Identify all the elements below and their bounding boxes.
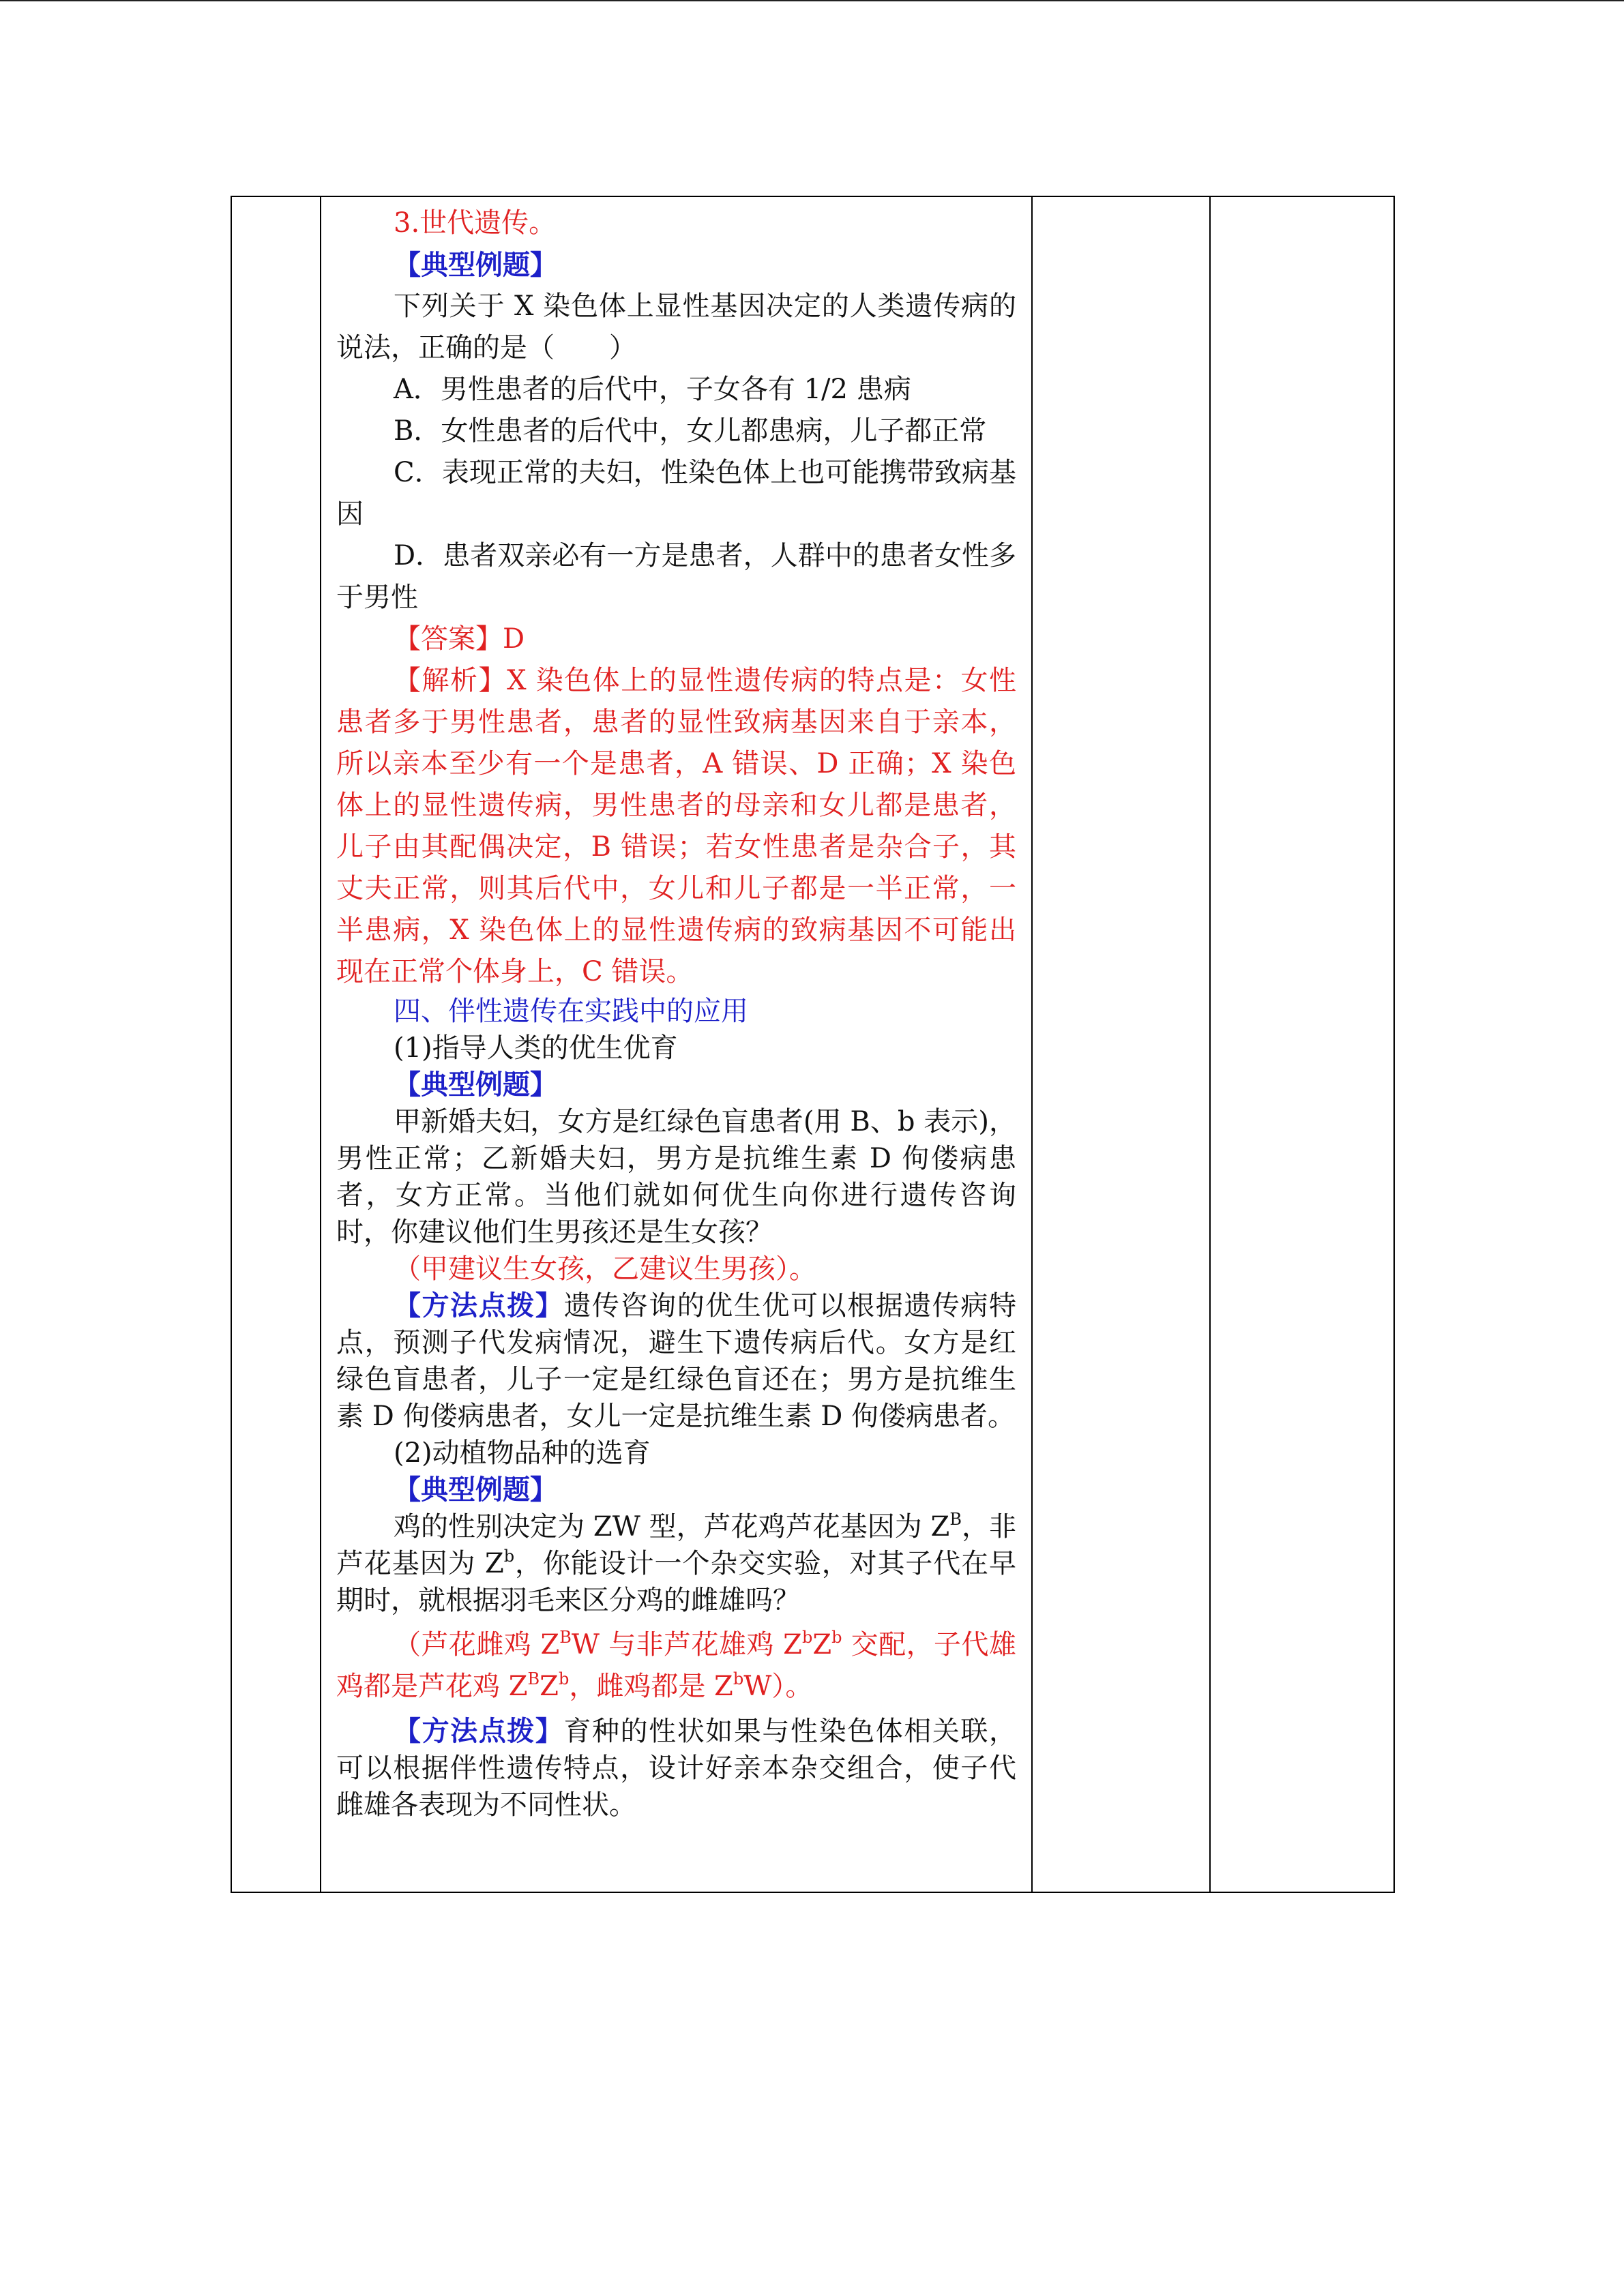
lesson-table <box>231 196 1395 1893</box>
question-1-stem: 下列关于 X 染色体上显性基因决定的人类遗传病的说法，正确的是（ ） <box>336 290 1016 363</box>
superscript: b <box>503 1547 515 1566</box>
q3-answer-part: Z <box>540 1671 559 1702</box>
q3-answer-part: W 与非芦花雄鸡 Z <box>571 1629 802 1660</box>
superscript: B <box>949 1510 962 1529</box>
table-cell-fourth <box>1210 196 1394 1892</box>
page-top-rule <box>0 0 1624 1</box>
q3-answer-part: W）。 <box>743 1671 813 1702</box>
q3-answer-part: Z <box>812 1629 832 1660</box>
question-1-analysis <box>336 660 1016 993</box>
superscript: B <box>559 1628 572 1647</box>
question-3-stem <box>336 1508 1016 1619</box>
answer-value: D <box>503 623 525 655</box>
section-heading-4: 四、伴性遗传在实践中的应用 <box>394 996 748 1027</box>
q3-stem-part: ，你能设计一个杂交实验，对其子代在早期时，就根据羽毛来区分鸡的雌雄吗？ <box>336 1548 1017 1616</box>
method-note-1 <box>336 1287 1016 1435</box>
question-1-option-c: C．表现正常的夫妇，性染色体上也可能携带致病基因 <box>336 457 1016 530</box>
method-text-2: 育种的性状如果与性染色体相关联，可以根据伴性遗传特点，设计好亲本杂交组合，使子代雌雄各表现为不同性状。 <box>336 1716 1017 1821</box>
table-cell-left <box>231 196 321 1892</box>
analysis-text: X 染色体上的显性遗传病的特点是：女性患者多于男性患者，患者的显性致病基因来自于亲本，所以亲本至少有一个是患者，A 错误、D 正确；X 染色体上的显性遗传病，男性患者的母亲和女儿都是患者，儿子由其配偶决定，B 错误；若女性患者是杂合子，其丈夫正常，则其后代中，女儿和儿子都是一半正常，一半患病，X 染色体上的显性遗传病的致病基因不可能出现在正常个体身上，C 错误。 <box>336 665 1016 987</box>
superscript: b <box>733 1669 744 1688</box>
q3-answer-part: （芦花雌鸡 Z <box>394 1629 560 1660</box>
q3-answer-part: 交配，子代雄鸡都是芦花鸡 Z <box>336 1629 1016 1702</box>
question-2-stem: 甲新婚夫妇，女方是红绿色盲患者(用 B、b 表示)，男性正常；乙新婚夫妇，男方是抗维生素 D 佝偻病患者，女方正常。当他们就如何优生向你进行遗传咨询时，你建议他们生男孩还是生女孩？ <box>336 1106 1016 1248</box>
method-tag: 【方法点拨】 <box>394 1715 564 1747</box>
subsection-1: (1)指导人类的优生优育 <box>394 1032 678 1064</box>
method-note-2 <box>336 1713 1016 1823</box>
table-cell-content <box>321 196 1032 1892</box>
q3-answer-part: ，雌鸡都是 Z <box>569 1671 733 1702</box>
subsection-2: (2)动植物品种的选育 <box>394 1437 651 1469</box>
question-2-answer: （甲建议生女孩，乙建议生男孩）。 <box>394 1253 816 1285</box>
method-text-1: 遗传咨询的优生优可以根据遗传病特点，预测子代发病情况，避生下遗传病后代。女方是红绿色盲患者，儿子一定是红绿色盲还在；男方是抗维生素 D 佝偻病患者，女儿一定是抗维生素 D 佝偻病患者。 <box>336 1290 1017 1432</box>
example-tag: 【典型例题】 <box>394 249 557 281</box>
point-heading: 3.世代遗传。 <box>394 207 557 239</box>
table-cell-third <box>1032 196 1210 1892</box>
question-1-option-b: B．女性患者的后代中，女儿都患病，儿子都正常 <box>394 415 987 447</box>
superscript: b <box>831 1628 842 1647</box>
question-1-option-d: D．患者双亲必有一方是患者，人群中的患者女性多于男性 <box>336 540 1016 613</box>
question-1-option-a: A．男性患者的后代中，子女各有 1/2 患病 <box>394 374 911 405</box>
question-1-answer <box>336 618 1016 660</box>
example-tag: 【典型例题】 <box>394 1069 557 1101</box>
question-3-answer <box>336 1624 1016 1708</box>
answer-tag: 【答案】 <box>394 623 503 655</box>
q3-stem-part: 鸡的性别决定为 ZW 型，芦花鸡芦花基因为 Z <box>394 1511 950 1542</box>
q3-stem-part: ，非芦花基因为 Z <box>336 1511 1016 1579</box>
superscript: b <box>801 1628 813 1647</box>
lesson-content <box>321 197 1031 1823</box>
superscript: b <box>558 1669 570 1688</box>
example-tag: 【典型例题】 <box>394 1474 557 1506</box>
analysis-tag: 【解析】 <box>394 665 507 696</box>
method-tag: 【方法点拨】 <box>394 1289 564 1322</box>
superscript: B <box>527 1669 540 1688</box>
